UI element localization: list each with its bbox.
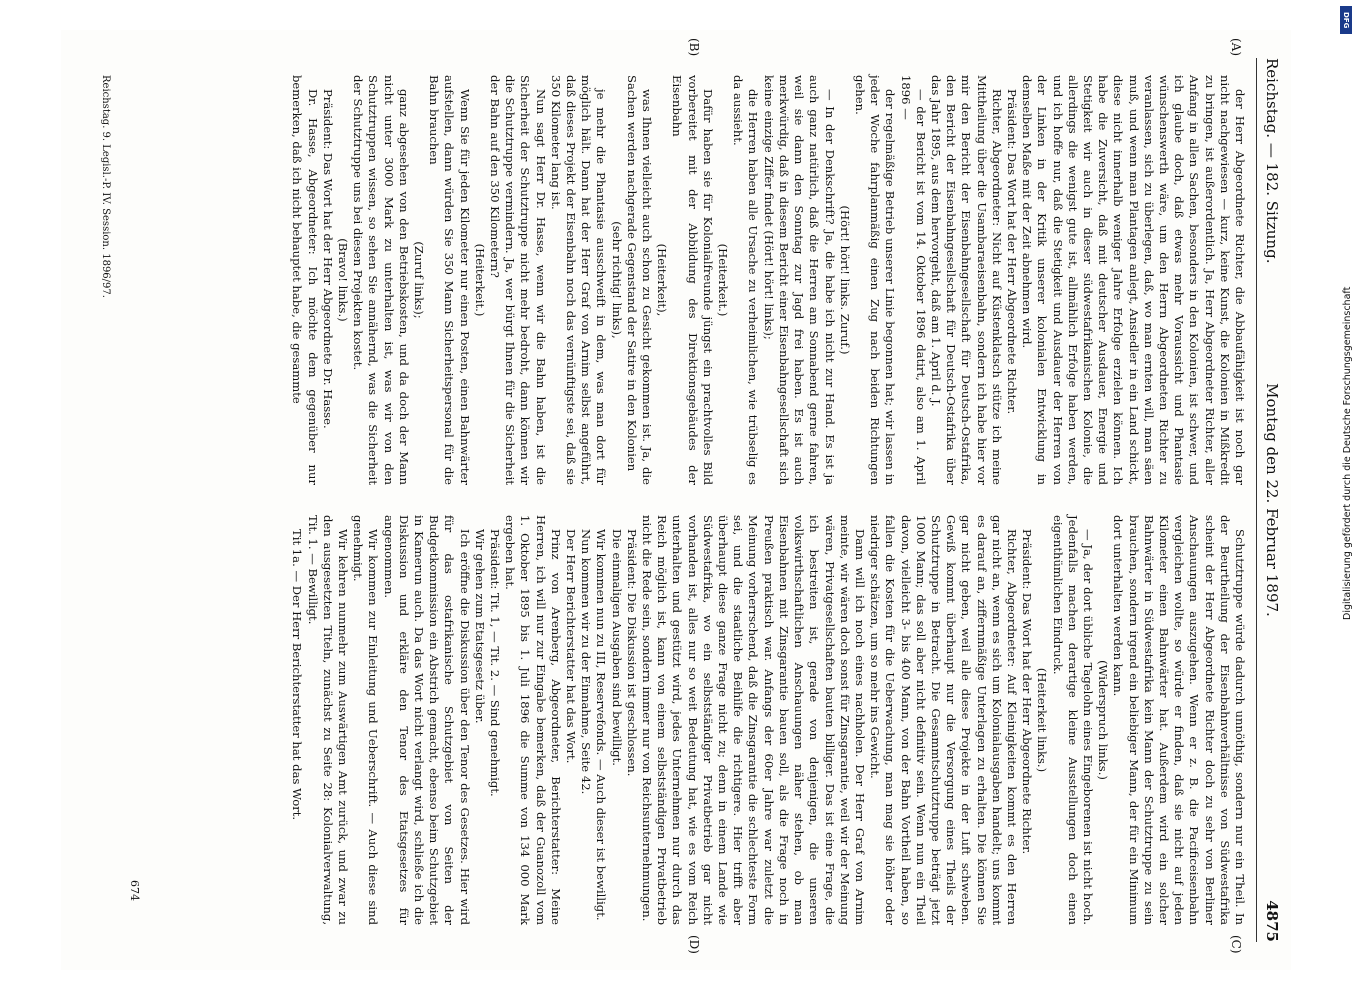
paragraph: Schutztruppe würde dadurch unnöthig, sondern nur ein Theil. In der Beurtheilung der Eisenbahnverhältnisse von Südwestafrika scheint der Herr Abgeordnete Richter doch zu sehr von Berliner Anschauungen auszugehen. Wenn er z. B. die Pacificeisenbahn vergleichen wollte, so würde er finden, daß sie nicht auf jeden Kilometer einen Bahnwärter hat. Außerdem wird ein solcher Bahnwärter in Südwestafrika kein Mann der Schutztruppe zu sein brauchen, sondern irgend ein beliebiger Mann, der für ein Minimum dort unterhalten werden kann.: [1111, 515, 1247, 925]
paragraph: Dafür haben sie für Kolonialfreunde jüngst ein prachtvolles Bild vorbereitet mit der Abbildung des Direktionsgebäudes der Eisenbahn: [670, 75, 715, 485]
paragraph: Tit 1a. — Der Herr Berichterstatter hat das Wort.: [290, 529, 305, 821]
footer-signature: 674: [128, 880, 141, 901]
margin-marker-a: (A): [1229, 38, 1243, 57]
paragraph: ganz abgesehen von den Betriebskosten, und da doch der Mann nicht unter 3000 Mark zu unterhalten ist, was wir von den Schutztruppen wissen, so sehen Sie annähernd, was die Sicherheit der Schutztruppe uns bei diesen Projekten kostet.: [351, 75, 411, 485]
left-column: [289, 75, 1247, 485]
paragraph: (Heiterkeit),: [655, 243, 670, 317]
margin-marker-c: (C): [1229, 935, 1243, 954]
paragraph: (Zuruf links);: [412, 241, 427, 319]
paragraph: Wir kommen zur Einleitung und Ueberschrift. — Auch diese sind genehmigt.: [351, 515, 381, 925]
paragraph: Nun kommen wir zu der Einnahme, Seite 42.: [579, 529, 594, 795]
paragraph: (Bravo! links.): [336, 238, 351, 322]
paragraph: Präsident: Das Wort hat der Herr Abgeordnete Dr. Hasse.: [320, 89, 335, 429]
paragraph: Prinz von Arenberg, Abgeordneter, Berichterstatter: Meine Herren, ich will nur zur Eingabe bemerken, daß der Guanozoll vom 1. Oktober 1895 bis 1. Juli 1896 die Summe von 134 000 Mark ergeben hat.: [503, 515, 563, 925]
page-number: 4875: [1263, 900, 1281, 942]
paragraph: Präsident: Das Wort hat der Herr Abgeordnete Richter.: [1020, 529, 1035, 855]
dfg-logo: DFG: [1340, 6, 1352, 34]
paragraph: Wir kommen nun zu III, Reservefonds. — Auch dieser ist bewilligt.: [594, 529, 609, 921]
paragraph: Die einmaligen Ausgaben sind bewilligt.: [609, 529, 624, 766]
paragraph: der Herr Abgeordnete Richter, die Abbaufähigkeit ist noch gar nicht nachgewiesen — kurz, keine Kunst, die Kolonien in Mißkredit zu bringen, ist außerordentlich. Ja, Herr Abgeordneter Richter, aller Anfang in allen Sachen, besonders in den Kolonien, ist schwer, und ich glaube doch, daß etwas mehr Voraussicht und Phantasie wünschenswerth wäre, um den Herrn Abgeordneten Richter zu veranlassen, sich zu überlegen, daß, wo man ernten will, man säen muß, und wenn man Plantagen anlegt, Ansiedler in ein Land schickt, diese nicht innerhalb weniger Jahre Erfolge erzielen können. Ich habe die Zuversicht, daß mit deutscher Ausdauer, Energie und Stetigkeit wir auch in dieser südwestafrikanischen Kolonie, die allerdings die wenigst gute ist, allmählich Erfolge haben werden, und ich hoffe nur, daß die Stetigkeit und Ausdauer der Herren von der Linken in der Kritik unserer kolonialen Entwicklung in demselben Maße mit der Zeit abnehmen wird.: [1020, 75, 1247, 485]
right-column: [289, 515, 1247, 925]
paragraph: Präsident: Die Diskussion ist geschlossen.: [624, 529, 639, 777]
footer-session: Reichstag. 9. Legisl.-P. IV. Session. 1896/97.: [100, 75, 111, 298]
margin-marker-b: (B): [687, 38, 701, 57]
paragraph: je mehr die Phantasie ausschweift in dem, was man dort für möglich hält. Dann hat der Herr Graf von Arnim selbst angeführt, daß dieses Projekt der Eisenbahn noch das vernünftigste sei, daß sie 350 Kilometer lang ist.: [548, 75, 609, 485]
document-page: [61, 30, 1291, 970]
paragraph: Richter, Abgeordneter: Nicht auf Küstenklatsch stütze ich meine Mittheilung über die Usambaraeisenbahn, sondern ich habe hier vor mir den Bericht der Eisenbahngesellschaft für Deutsch-Ostafrika, den Bericht der Eisenbahngesellschaft für Deutsch-Ostafrika über das Jahr 1895, aus dem hervorgeht, daß am 1. April d. J.: [928, 75, 1004, 485]
paragraph: — der Bericht ist vom 14. Oktober 1896 datirt, also am 1. April 1896 —: [898, 75, 928, 485]
paragraph: (Hört! hört! links. Zuruf.): [837, 205, 852, 355]
paragraph: Wir gehen zum Etatsgesetz über.: [472, 529, 487, 724]
paragraph: (sehr richtig! links),: [609, 221, 624, 339]
paragraph: die Herren haben alle Ursache zu verheimlichen, wie trübselig es da aussieht.: [731, 75, 761, 485]
paragraph: — Ja, der dort übliche Tagelohn eines Eingeborenen ist nicht hoch. Jedenfalls machen derartige kleine Ausstellungen doch einen eigenthümlichen Eindruck.: [1050, 515, 1095, 925]
paragraph: — In der Denkschrift? Ja, die habe ich nicht zur Hand. Es ist ja auch ganz natürlich, daß die Herren am Sonnabend gerne fahren, weil sie dann den Sonntag zur Jagd frei haben. Es ist auch merkwürdig, daß in diesem Bericht einer Eisenbahngesellschaft sich keine einzige Ziffer findet (Hört! hört! links);: [761, 75, 837, 485]
margin-marker-d: (D): [687, 935, 701, 954]
paragraph: (Widerspruch links.): [1096, 660, 1111, 780]
paragraph: Präsident: Das Wort hat der Herr Abgeordnete Richter.: [1004, 89, 1019, 415]
paragraph: (Heiterkeit links.): [1035, 667, 1050, 773]
paragraph: Nun sagt Herr Dr. Hasse, wenn wir die Bahn haben, ist die Sicherheit der Schutztruppe nicht mehr bedroht, dann können wir die Schutztruppe vermindern. Ja, wer bürgt Ihnen für die Sicherheit der Bahn auf den 350 Kilometern?: [488, 75, 548, 485]
funding-note: Digitalisierung gefördert durch die Deutsche Forschungsgemeinschaft: [1342, 286, 1353, 620]
paragraph: (Heiterkeit.): [472, 243, 487, 317]
paragraph: Dr. Hasse, Abgeordneter: Ich möchte dem gegenüber nur bemerken, daß ich nicht behauptet habe, die gesammte: [290, 75, 320, 485]
paragraph: Ich eröffne die Diskussion über den Tenor des Gesetzes. Hier wird für das ostafrikanische Schutzgebiet von Seiten der Budgetkommission ein Abstrich gemacht, ebenso beim Schutzgebiet in Kamerun auch. Da das Wort nicht verlangt wird, schließe ich die Diskussion und erkläre den Tenor des Etatsgesetzes für angenommen.: [381, 515, 472, 925]
paragraph: Dann will ich noch eines nachholen. Der Herr Graf von Arnim meinte, wir wären doch sonst für Zinsgarantie, weil wir der Meinung wären, Privatgesellschaften bauten billiger. Das ist eine Frage, die ich bestreiten ist, gerade von denjenigen, die unseren volkswirthschaftlichen Anschauungen näher stehen, ob man Eisenbahnen mit Zinsgarantie bauen soll, als die Frage noch in Preußen praktisch war. Anfangs der 60er Jahre war zuletzt die Meinung vorherrschend, daß die Zinsgarantie die schlechteste Form sei, und die staatliche Beihilfe die richtigere. Hier trifft aber überhaupt diese ganze Frage nicht zu; denn in einem Lande wie Südwestafrika, wo ein selbstständiger Privatbetrieb gar nicht vorhanden ist, alles nur so weit Bedeutung hat, wie es vom Reich unterhalten und gestützt wird, jedes Unternehmen nur durch das Reich möglich ist, kann von einem selbstständigen Privatbetrieb nicht die Rede sein, sondern immer nur von Reichsunternehmungen.: [640, 515, 867, 925]
paragraph: Richter, Abgeordneter: Auf Kleinigkeiten kommt es den Herren gar nicht an, wenn es sich um Kolonialausgaben handelt; uns kommt es darauf an, ziffernmäßige Unterlagen zu erhalten. Die können Sie gar nicht geben, weil alle diese Projekte in der Luft schweben. Gewiß kommt überhaupt nur die Versorgung eines Theils der Schutztruppe in Betracht. Die Gesammtschutztruppe beträgt jetzt 1000 Mann; das soll aber nicht definitiv sein. Wenn nun ein Theil davon, vielleicht 3- bis 400 Mann, von der Bahn Vortheil haben, so fallen die Kosten für die Ueberwachung, man mag sie höher oder niedriger schätzen, um so mehr ins Gewicht.: [868, 515, 1019, 925]
header-date: Montag den 22. Februar 1897.: [1263, 383, 1281, 617]
header-left: Reichstag. — 182. Sitzung.: [1263, 58, 1281, 264]
paragraph: Wir kehren nunmehr zum Auswärtigen Amt zurück, und zwar zu den ausgesetzten Titeln, zunächst zu Seite 28: Kolonialverwaltung, Tit. 1. — Bewilligt.: [305, 515, 351, 925]
paragraph: was Ihnen vielleicht auch schon zu Gesicht gekommen ist. Ja, die Sachen werden nachgerade Gegenstand der Satire in den Kolonien: [624, 75, 655, 485]
paragraph: Der Herr Berichterstatter hat das Wort.: [564, 529, 579, 764]
paragraph: Wenn Sie für jeden Kilometer nur einen Posten, einen Bahnwärter aufstellen, dann würden Sie 350 Mann Sicherheitspersonal für die Bahn brauchen: [427, 75, 472, 485]
paragraph: der regelmäßige Betrieb unserer Linie begonnen hat; wir lassen in jeder Woche fahrplanmäßig einen Zug nach beiden Richtungen gehen.: [852, 75, 898, 485]
paragraph: Präsident: Tit. 1, — Tit. 2. — Sind genehmigt.: [488, 529, 503, 797]
page-header: [1256, 58, 1287, 942]
paragraph: (Heiterkeit.): [716, 243, 731, 317]
